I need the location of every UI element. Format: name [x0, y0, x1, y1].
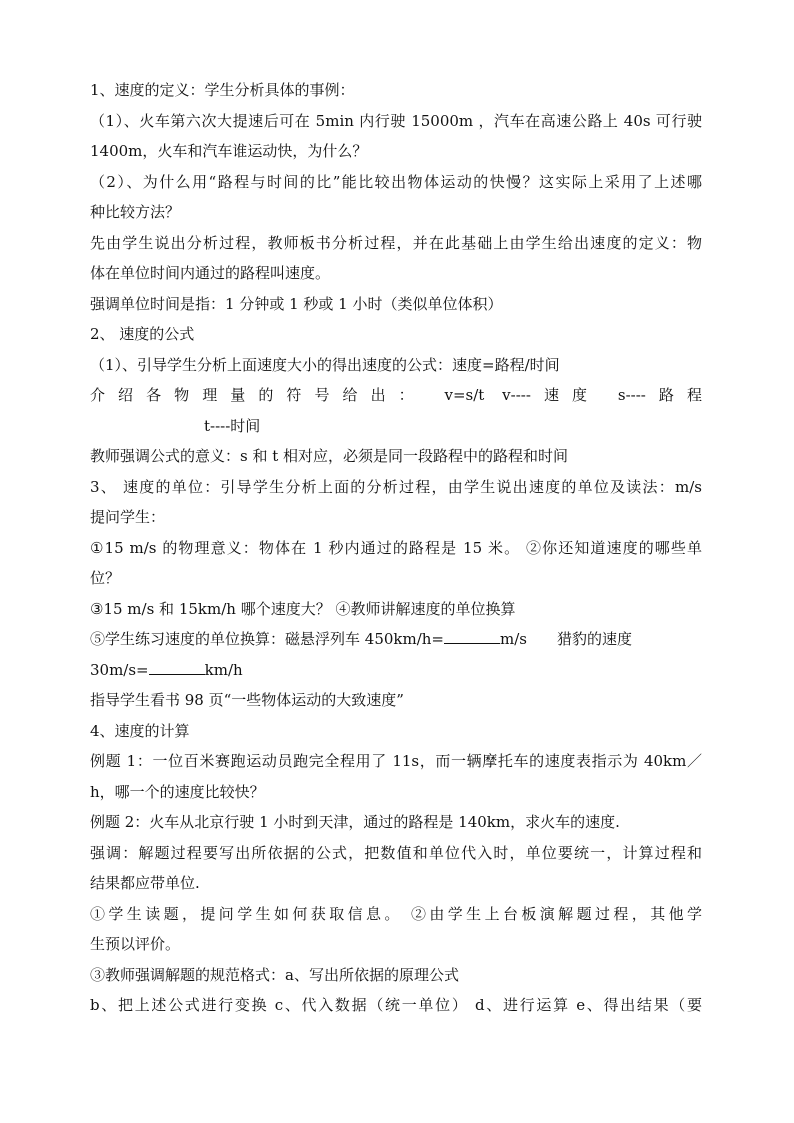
exercise-line-1: [90, 627, 702, 651]
text-line: 种比较方法？: [90, 203, 181, 221]
text-line: ①15 m/s 的物理意义：物体在 1 秒内通过的路程是 15 米。 ②你还知道速度的哪些单: [90, 538, 702, 557]
answer-blank: [444, 629, 500, 644]
text-line: ③15 m/s 和 15km/h 哪个速度大？ ④教师讲解速度的单位换算: [90, 599, 516, 618]
text-line: 体在单位时间内通过的路程叫速度。: [90, 264, 331, 282]
text-line: 结果都应带单位.: [90, 874, 200, 892]
text-line: 教师强调公式的意义：s 和 t 相对应，必须是同一段路程中的路程和时间: [90, 447, 569, 465]
text-line: ①学生读题，提问学生如何获取信息。 ②由学生上台板演解题过程，其他学: [90, 904, 702, 923]
exercise-text: ⑤学生练习速度的单位换算：磁悬浮列车 450km/h=: [90, 630, 444, 648]
text-line: 介绍各物理量的符号给出： v=s/t v----速度 s----路程: [90, 386, 702, 404]
answer-blank: [149, 660, 205, 675]
text-line: （1）、引导学生分析上面速度大小的得出速度的公式：速度=路程/时间: [90, 355, 560, 374]
text-line: h，哪一个的速度比较快？: [90, 782, 265, 801]
text-line: 先由学生说出分析过程，教师板书分析过程，并在此基础上由学生给出速度的定义：物: [90, 233, 702, 252]
text-line: 强调单位时间是指：1 分钟或 1 秒或 1 小时（类似单位体积）: [90, 294, 503, 313]
text-line: ③教师强调解题的规范格式：a、写出所依据的原理公式: [90, 965, 459, 984]
section-heading: 2、 速度的公式: [90, 325, 195, 343]
text-line: 生预以评价。: [90, 935, 181, 953]
exercise-line-2: [90, 658, 702, 682]
text-line: 1400m，火车和汽车谁运动快，为什么？: [90, 142, 368, 160]
text-line: 强调：解题过程要写出所依据的公式，把数值和单位代入时，单位要统一，计算过程和: [90, 843, 702, 862]
text-line: 指导学生看书 98 页“一些物体运动的大致速度”: [90, 691, 404, 709]
document-page: [90, 78, 702, 1024]
text-line: 提问学生：: [90, 508, 166, 526]
section-heading: 4、速度的计算: [90, 721, 190, 740]
text-line: 例题 2：火车从北京行驶 1 小时到天津，通过的路程是 140km，求火车的速度.: [90, 813, 620, 831]
text-line: t----时间: [204, 416, 261, 435]
exercise-unit: m/s: [500, 630, 527, 648]
text-line: b、把上述公式进行变换 c、代入数据（统一单位） d、进行运算 e、得出结果（要: [90, 996, 702, 1014]
text-line: 例题 1：一位百米赛跑运动员跑完全程用了 11s，而一辆摩托车的速度表指示为 40km／: [90, 752, 702, 770]
section-heading: 3、 速度的单位：引导学生分析上面的分析过程，由学生说出速度的单位及读法：m/s: [90, 477, 702, 496]
text-line: 位？: [90, 569, 121, 587]
exercise-text: 30m/s=: [90, 660, 149, 679]
exercise-text: 猎豹的速度: [556, 630, 632, 648]
text-line: （2）、为什么用“路程与时间的比”能比较出物体运动的快慢？这实际上采用了上述哪: [90, 172, 702, 191]
exercise-unit: km/h: [204, 660, 243, 679]
text-line: 1、速度的定义：学生分析具体的事例：: [90, 81, 355, 99]
text-line: （1）、火车第六次大提速后可在 5min 内行驶 15000m ，汽车在高速公路上 40s 可行驶: [90, 111, 702, 130]
